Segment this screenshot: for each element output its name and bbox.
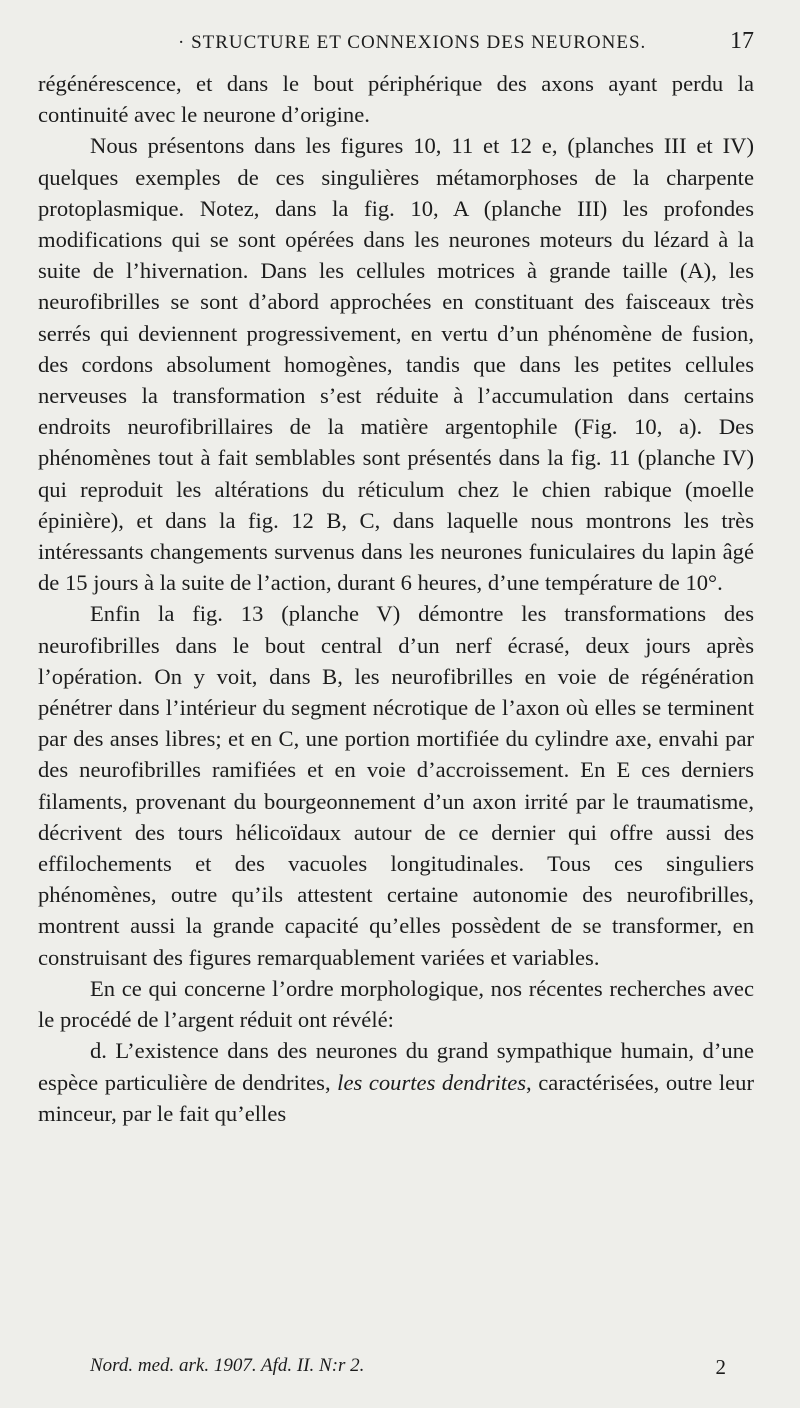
short-dendrites-text-start: d. L’existence dans des neurones du grand sympathique humain, d’une espèce particulière de dendrites, <box>38 1038 754 1095</box>
page-number: 17 <box>730 28 754 54</box>
running-title: · STRUCTURE ET CONNEXIONS DES NEURONES. <box>178 32 647 53</box>
body-text <box>38 68 754 1129</box>
paragraph-figure-13: Enfin la fig. 13 (planche V) démontre les transformations des neurofibrilles dans le bout central d’un nerf écrasé, deux jours après l’opération. On y voit, dans B, les neurofibrilles en voie de régénération pénétrer dans l’intérieur du segment nécrotique de l’axon où elles se terminent par des anses libres; et en C, une portion mortifiée du cylindre axe, envahi par des neurofibrilles ramifiées et en voie d’accroissement. En E ces derniers filaments, provenant du bourgeonnement d’un axon irrité par le traumatisme, décrivent des tours hélicoïdaux autour de ce dernier qui offre aussi des effilochements et des vacuoles longitudinales. Tous ces singuliers phénomènes, outre qu’ils attestent certaine autonomie des neurofibrilles, montrent aussi la grande capacité qu’elles possèdent de se transformer, en construisant des figures remarquablement variées et variables. <box>38 601 754 970</box>
footer <box>90 1355 726 1380</box>
paragraph-continuation: régénérescence, et dans le bout périphérique des axons ayant perdu la continuité avec le neurone d’origine. <box>38 71 754 128</box>
paragraph-morphology: En ce qui concerne l’ordre morphologique, nos récentes recherches avec le procédé de l’argent réduit ont révélé: <box>38 975 754 1033</box>
paragraph-figures-10-12: Nous présentons dans les figures 10, 11 et 12 e, (planches III et IV) quelques exemples de ces singulières métamorphoses de la charpente protoplasmique. Notez, dans la fig. 10, A (planche III) les profondes modifications qui se sont opérées dans les neurones moteurs du lézard à la suite de l’hivernation. Dans les cellules motrices à grande taille (A), les neurofibrilles se sont d’abord approchées en constituant des faisceaux très serrés qui deviennent progressivement, en vertu d’un phénomène de fusion, des cordons absolument homogènes, tandis que dans les petites cellules nerveuses la transformation s’est réduite à l’accumulation dans certains endroits neurofibrillaires de la matière argentophile (Fig. 10, a). Des phénomènes tout à fait semblables sont présentés dans la fig. 11 (planche IV) qui reproduit les altérations du réticulum chez le chien rabique (moelle épinière), et dans la fig. 12 B, C, dans laquelle nous montrons les très intéressants changements survenus dans les neurones funiculaires du lapin âgé de 15 jours à la suite de l’action, durant 6 heures, d’une température de 10°. <box>38 133 754 596</box>
short-dendrites-text-end: , caractérisées, outre leur minceur, par le fait qu’elles <box>38 1069 754 1126</box>
short-dendrites-emphasis: les courtes dendrites <box>337 1069 527 1095</box>
running-head <box>38 28 754 68</box>
signature-mark: 2 <box>715 1355 726 1379</box>
journal-citation: Nord. med. ark. 1907. Afd. II. N:r 2. <box>90 1355 365 1376</box>
paragraph-short-dendrites <box>38 1035 754 1129</box>
